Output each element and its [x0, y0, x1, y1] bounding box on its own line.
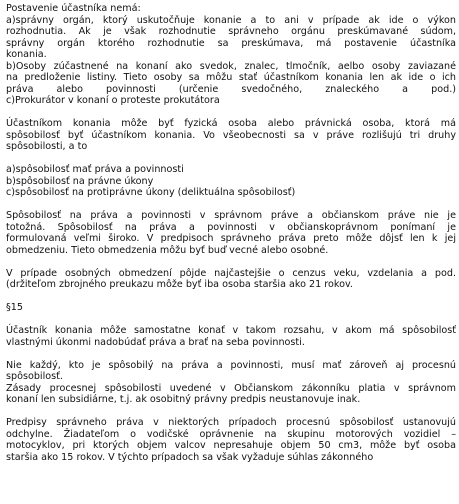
paragraph-osobne	[6, 268, 456, 291]
text-line: a)správny orgán, ktorý uskutočňuje konanie a to ani v prípade ak ide o výkon	[6, 14, 456, 26]
text-line: (držiteľom zbrojného preukazu môže byť iba osoba staršia ako 21 rokov.	[6, 279, 353, 290]
text-line: motocyklov, pri ktorých objem valcov nepresahuje objem 50 cm3, môže byť osoba	[6, 440, 456, 451]
text-line: konania.	[6, 49, 47, 60]
text-line: spôsobilosť.	[6, 371, 63, 382]
text-line: V prípade osobných obmedzení pôjde najčastejšie o cenzus veku, vzdelania a pod.	[6, 267, 456, 279]
paragraph-postavenie	[6, 3, 456, 107]
paragraph-paragraf	[6, 302, 456, 314]
paragraph-predpisy	[6, 417, 456, 463]
text-line: Účastníkom konania môže byť fyzická osoba alebo právnická osoba, ktorá má	[6, 118, 456, 129]
paragraph-ucastnikom	[6, 118, 456, 153]
text-line: b)Osoby zúčastnené na konaní ako svedok, znalec, tlmočník, aelbo osoby zaviazané	[6, 60, 456, 72]
text-line: Predpisy správneho práva v niektorých prípadoch procesnú spôsobilosť ustanovujú	[6, 417, 456, 428]
text-line: vlastnými úkonmi nadobúdať práva a brať na seba povinnosti.	[6, 336, 305, 348]
text-line: Postavenie účastníka nemá:	[6, 3, 141, 14]
text-line: konaní len subsidiárne, t.j. ak osobitný právny predpis neustanovuje inak.	[6, 394, 361, 405]
text-line: spôsobilosti, a to	[6, 141, 88, 152]
paragraph-samostatne	[6, 325, 456, 348]
text-line: formulovaná veľmi široko. V predpisoch správneho práva preto môže dôjsť len k jej	[6, 233, 456, 244]
text-line: na predloženie listiny. Tieto osoby sa môžu stať účastníkom konania len ak ide o ich	[6, 72, 456, 83]
text-line: Zásady procesnej spôsobilosti uvedené v Občianskom zákonníku platia v správnom	[6, 382, 456, 394]
text-line: Nie každý, kto je spôsobilý na práva a povinnosti, musí mať zároveň aj procesnú	[6, 359, 456, 371]
text-line: c)spôsobilosť na protiprávne úkony (deliktuálna spôsobilosť)	[6, 187, 296, 198]
text-line: a)spôsobilosť mať práva a povinnosti	[6, 164, 184, 175]
text-line: Spôsobilosť na práva a povinnosti v správnom práve a občianskom práve nie je	[6, 210, 456, 221]
text-line: práva alebo povinnosti (určenie svedočného, znaleckého a pod.)	[6, 83, 456, 95]
text-line: §15	[6, 302, 24, 313]
document-body	[6, 3, 456, 475]
text-line: staršia ako 15 rokov. V týchto prípadoch sa však vyžaduje súhlas zákonného	[6, 451, 374, 463]
paragraph-druhy	[6, 164, 456, 199]
text-line: správny orgán ktorého rozhodnutie sa preskúmava, má postavenie účastníka	[6, 37, 456, 49]
paragraph-kazdy	[6, 360, 456, 406]
text-line: obmedzeniu. Tieto obmedzenia môžu byť buď vecné alebo osobné.	[6, 244, 329, 256]
text-line: b)spôsobilosť na právne úkony	[6, 175, 154, 187]
text-line: totožná. Spôsobilosť na práva a povinnosti v občianskoprávnom ponímaní je	[6, 221, 456, 233]
text-line: Účastník konania môže samostatne konať v takom rozsahu, v akom má spôsobilosť	[6, 325, 456, 336]
text-line: rozhodnutia. Ak je však rozhodnutie správneho orgánu preskúmavané súdom,	[6, 26, 456, 37]
text-line: spôsobilosť byť účastníkom konania. Vo všeobecnosti sa v práve rozlišujú tri druhy	[6, 129, 456, 141]
text-line: c)Prokurátor v konaní o proteste prokutátora	[6, 95, 220, 106]
text-line: odchylne. Žiadateľom o vodičské oprávnenie na skupinu motorových vozidiel –	[6, 428, 456, 440]
paragraph-totozna	[6, 210, 456, 256]
